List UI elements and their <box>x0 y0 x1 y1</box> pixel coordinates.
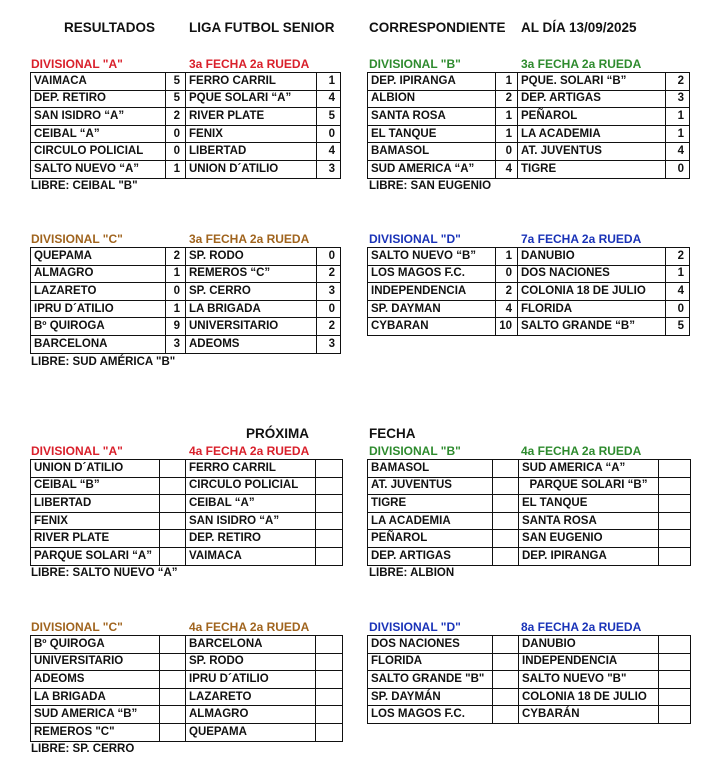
away-score-cell <box>316 547 343 565</box>
home-team: PEÑAROL <box>368 530 493 548</box>
away-score-cell <box>659 653 691 671</box>
home-score-cell <box>160 477 186 495</box>
results-b-fecha: 3a FECHA 2a RUEDA <box>521 57 642 71</box>
home-team: Bº QUIROGA <box>31 318 166 336</box>
away-team: IPRU D´ATILIO <box>186 671 316 689</box>
away-score-cell <box>659 495 691 513</box>
table-row <box>31 653 343 671</box>
table-row <box>368 688 691 706</box>
table-row <box>31 671 343 689</box>
away-score-cell <box>316 512 343 530</box>
home-team: EL TANQUE <box>368 125 496 143</box>
home-team: SANTA ROSA <box>368 108 496 126</box>
next-b-libre: LIBRE: ALBION <box>369 567 455 579</box>
table-row <box>31 460 343 478</box>
home-team: SUD AMERICA “A” <box>368 160 496 178</box>
table-row <box>368 300 690 318</box>
table-row <box>368 90 690 108</box>
home-team: DOS NACIONES <box>368 636 493 654</box>
home-team: SALTO NUEVO “B” <box>368 248 496 266</box>
home-score: 1 <box>496 248 518 266</box>
home-team: IPRU D´ATILIO <box>31 300 166 318</box>
home-score: 1 <box>166 265 186 283</box>
away-team: COLONIA 18 DE JULIO <box>519 688 659 706</box>
table-row <box>368 512 691 530</box>
fecha-label: FECHA <box>369 426 416 441</box>
home-team: SUD AMERICA “B” <box>31 706 160 724</box>
home-score-cell <box>160 636 186 654</box>
results-a-fecha: 3a FECHA 2a RUEDA <box>189 57 310 71</box>
table-row <box>368 706 691 724</box>
away-score: 3 <box>317 335 341 353</box>
results-a-table <box>30 72 341 179</box>
home-team: SALTO NUEVO “A” <box>31 160 166 178</box>
home-score-cell <box>160 671 186 689</box>
table-row <box>31 547 343 565</box>
table-row <box>31 90 341 108</box>
home-team: BAMASOL <box>368 143 496 161</box>
next-b-fecha: 4a FECHA 2a RUEDA <box>521 444 642 458</box>
home-score-cell <box>160 706 186 724</box>
away-team: INDEPENDENCIA <box>519 653 659 671</box>
next-b-table <box>367 459 691 566</box>
table-row <box>368 530 691 548</box>
home-team: ALMAGRO <box>31 265 166 283</box>
away-score-cell <box>659 512 691 530</box>
away-score: 3 <box>317 283 341 301</box>
home-score: 2 <box>496 283 518 301</box>
home-score: 0 <box>166 143 186 161</box>
next-d-table <box>367 635 691 724</box>
table-row <box>31 706 343 724</box>
away-team: RIVER PLATE <box>186 108 317 126</box>
table-row <box>31 265 341 283</box>
home-score-cell <box>493 688 519 706</box>
home-team: UNIVERSITARIO <box>31 653 160 671</box>
home-team: SAN ISIDRO “A” <box>31 108 166 126</box>
home-score: 9 <box>166 318 186 336</box>
home-score: 0 <box>166 125 186 143</box>
away-team: FERRO CARRIL <box>186 460 316 478</box>
home-team: ALBION <box>368 90 496 108</box>
home-team: RIVER PLATE <box>31 530 160 548</box>
home-team: REMEROS "C" <box>31 723 160 741</box>
table-row <box>31 318 341 336</box>
table-row <box>31 283 341 301</box>
home-team: LOS MAGOS F.C. <box>368 265 496 283</box>
home-team: SP. DAYMÁN <box>368 688 493 706</box>
home-team: ADEOMS <box>31 671 160 689</box>
away-team: DANUBIO <box>519 636 659 654</box>
home-score: 4 <box>496 160 518 178</box>
away-team: FLORIDA <box>518 300 666 318</box>
home-score: 5 <box>166 73 186 91</box>
home-team: CEIBAL “B” <box>31 477 160 495</box>
home-score-cell <box>160 460 186 478</box>
home-team: CYBARAN <box>368 318 496 336</box>
table-row <box>368 318 690 336</box>
home-score: 2 <box>496 90 518 108</box>
results-c-fecha: 3a FECHA 2a RUEDA <box>189 232 310 246</box>
home-score-cell <box>493 636 519 654</box>
away-score: 1 <box>317 73 341 91</box>
home-team: DEP. RETIRO <box>31 90 166 108</box>
away-team: BARCELONA <box>186 636 316 654</box>
home-team: Bº QUIROGA <box>31 636 160 654</box>
away-team: CIRCULO POLICIAL <box>186 477 316 495</box>
table-row <box>368 265 690 283</box>
home-team: AT. JUVENTUS <box>368 477 493 495</box>
away-team: DANUBIO <box>518 248 666 266</box>
home-score: 0 <box>166 283 186 301</box>
away-team: SAN ISIDRO “A” <box>186 512 316 530</box>
away-team: DEP. IPIRANGA <box>519 547 659 565</box>
away-team: AT. JUVENTUS <box>518 143 666 161</box>
away-team: ALMAGRO <box>186 706 316 724</box>
away-team: SALTO GRANDE “B” <box>518 318 666 336</box>
table-row <box>368 636 691 654</box>
away-team: DOS NACIONES <box>518 265 666 283</box>
home-team: BARCELONA <box>31 335 166 353</box>
home-team: LOS MAGOS F.C. <box>368 706 493 724</box>
home-score: 4 <box>496 300 518 318</box>
home-team: UNION D´ATILIO <box>31 460 160 478</box>
home-score: 3 <box>166 335 186 353</box>
home-team: SALTO GRANDE "B" <box>368 671 493 689</box>
home-team: FLORIDA <box>368 653 493 671</box>
away-score: 0 <box>666 160 690 178</box>
table-row <box>368 73 690 91</box>
table-row <box>368 477 691 495</box>
away-team: DEP. ARTIGAS <box>518 90 666 108</box>
next-a-fecha: 4a FECHA 2a RUEDA <box>189 444 310 458</box>
table-row <box>368 671 691 689</box>
home-score-cell <box>493 671 519 689</box>
away-score: 4 <box>317 143 341 161</box>
home-score: 2 <box>166 108 186 126</box>
home-score-cell <box>493 512 519 530</box>
home-score: 1 <box>166 300 186 318</box>
home-score-cell <box>493 653 519 671</box>
table-row <box>368 143 690 161</box>
away-team: SALTO NUEVO "B" <box>519 671 659 689</box>
away-team: SUD AMERICA “A” <box>519 460 659 478</box>
home-score-cell <box>493 706 519 724</box>
home-score-cell <box>160 653 186 671</box>
home-score: 1 <box>496 108 518 126</box>
away-score-cell <box>659 547 691 565</box>
away-score: 2 <box>666 248 690 266</box>
away-score-cell <box>316 530 343 548</box>
away-team: LA BRIGADA <box>186 300 317 318</box>
away-score-cell <box>316 653 343 671</box>
away-score: 0 <box>317 248 341 266</box>
results-a-title: DIVISIONAL "A" <box>31 57 123 71</box>
home-score-cell <box>493 530 519 548</box>
results-d-title: DIVISIONAL "D" <box>369 232 461 246</box>
home-score: 5 <box>166 90 186 108</box>
home-team: QUEPAMA <box>31 248 166 266</box>
results-c-title: DIVISIONAL "C" <box>31 232 123 246</box>
table-row <box>31 125 341 143</box>
home-score: 0 <box>496 265 518 283</box>
away-score-cell <box>659 706 691 724</box>
results-heading: RESULTADOS <box>64 20 155 35</box>
away-score-cell <box>316 477 343 495</box>
table-row <box>31 160 341 178</box>
home-score: 0 <box>496 143 518 161</box>
date-label: AL DÍA 13/09/2025 <box>521 20 637 35</box>
home-team: INDEPENDENCIA <box>368 283 496 301</box>
away-score: 4 <box>666 143 690 161</box>
table-row <box>31 335 341 353</box>
away-team: SANTA ROSA <box>519 512 659 530</box>
away-score-cell <box>659 460 691 478</box>
home-score-cell <box>493 547 519 565</box>
home-team: LA ACADEMIA <box>368 512 493 530</box>
table-row <box>31 512 343 530</box>
away-team: LA ACADEMIA <box>518 125 666 143</box>
table-row <box>31 143 341 161</box>
away-team: COLONIA 18 DE JULIO <box>518 283 666 301</box>
away-team: QUEPAMA <box>186 723 316 741</box>
home-team: CIRCULO POLICIAL <box>31 143 166 161</box>
away-score-cell <box>316 723 343 741</box>
next-a-title: DIVISIONAL "A" <box>31 444 123 458</box>
home-team: LAZARETO <box>31 283 166 301</box>
away-score: 5 <box>317 108 341 126</box>
table-row <box>368 460 691 478</box>
results-b-title: DIVISIONAL "B" <box>369 57 461 71</box>
home-score-cell <box>160 512 186 530</box>
table-row <box>31 300 341 318</box>
home-team: TIGRE <box>368 495 493 513</box>
table-row <box>368 248 690 266</box>
away-team: SAN EUGENIO <box>519 530 659 548</box>
home-score-cell <box>160 723 186 741</box>
away-score: 2 <box>666 73 690 91</box>
away-team: FENIX <box>186 125 317 143</box>
table-row <box>368 125 690 143</box>
away-team: SP. RODO <box>186 653 316 671</box>
results-a-libre: LIBRE: CEIBAL "B" <box>31 180 138 192</box>
home-team: CEIBAL “A” <box>31 125 166 143</box>
results-d-fecha: 7a FECHA 2a RUEDA <box>521 232 642 246</box>
results-c-libre: LIBRE: SUD AMÉRICA "B" <box>31 356 176 368</box>
results-c-table <box>30 247 341 354</box>
away-team: LAZARETO <box>186 688 316 706</box>
away-score: 1 <box>666 125 690 143</box>
results-d-table <box>367 247 690 336</box>
table-row <box>31 530 343 548</box>
away-score: 4 <box>666 283 690 301</box>
home-score-cell <box>160 495 186 513</box>
away-team: VAIMACA <box>186 547 316 565</box>
home-team: PARQUE SOLARI “A” <box>31 547 160 565</box>
home-score-cell <box>160 688 186 706</box>
table-row <box>31 723 343 741</box>
results-b-libre: LIBRE: SAN EUGENIO <box>369 180 492 192</box>
away-score: 4 <box>317 90 341 108</box>
away-score-cell <box>659 688 691 706</box>
home-team: BAMASOL <box>368 460 493 478</box>
away-score-cell <box>316 671 343 689</box>
away-score: 2 <box>317 318 341 336</box>
table-row <box>368 495 691 513</box>
home-team: DEP. ARTIGAS <box>368 547 493 565</box>
table-row <box>31 495 343 513</box>
away-team: UNION D´ATILIO <box>186 160 317 178</box>
league-title: LIGA FUTBOL SENIOR <box>189 20 335 35</box>
away-team: SP. CERRO <box>186 283 317 301</box>
home-team: DEP. IPIRANGA <box>368 73 496 91</box>
away-score-cell <box>316 636 343 654</box>
away-team: PQUE. SOLARI “B” <box>518 73 666 91</box>
away-team: TIGRE <box>518 160 666 178</box>
away-team: UNIVERSITARIO <box>186 318 317 336</box>
home-score-cell <box>160 547 186 565</box>
away-score: 1 <box>666 108 690 126</box>
next-b-title: DIVISIONAL "B" <box>369 444 461 458</box>
away-score-cell <box>659 671 691 689</box>
away-team: REMEROS “C” <box>186 265 317 283</box>
home-score-cell <box>493 477 519 495</box>
away-team: CYBARÁN <box>519 706 659 724</box>
away-score-cell <box>316 495 343 513</box>
away-team: ADEOMS <box>186 335 317 353</box>
home-score-cell <box>493 460 519 478</box>
away-score: 0 <box>666 300 690 318</box>
away-score-cell <box>316 460 343 478</box>
table-row <box>31 688 343 706</box>
away-score-cell <box>316 706 343 724</box>
home-score: 10 <box>496 318 518 336</box>
away-score: 5 <box>666 318 690 336</box>
away-score-cell <box>659 477 691 495</box>
table-row <box>368 283 690 301</box>
home-team: VAIMACA <box>31 73 166 91</box>
home-team: FENIX <box>31 512 160 530</box>
next-d-fecha: 8a FECHA 2a RUEDA <box>521 620 642 634</box>
next-c-table <box>30 635 343 742</box>
table-row <box>31 108 341 126</box>
table-row <box>31 477 343 495</box>
away-score: 3 <box>317 160 341 178</box>
home-team: LIBERTAD <box>31 495 160 513</box>
home-score: 2 <box>166 248 186 266</box>
table-row <box>31 248 341 266</box>
correspondiente-label: CORRESPONDIENTE <box>369 20 506 35</box>
next-a-table <box>30 459 343 566</box>
away-score-cell <box>659 636 691 654</box>
home-score-cell <box>160 530 186 548</box>
away-team: LIBERTAD <box>186 143 317 161</box>
away-team: CEIBAL “A” <box>186 495 316 513</box>
away-team: PARQUE SOLARI “B” <box>519 477 659 495</box>
away-team: PEÑAROL <box>518 108 666 126</box>
away-score: 0 <box>317 125 341 143</box>
next-a-libre: LIBRE: SALTO NUEVO “A” <box>31 567 178 579</box>
away-team: SP. RODO <box>186 248 317 266</box>
next-c-fecha: 4a FECHA 2a RUEDA <box>189 620 310 634</box>
home-score: 1 <box>496 73 518 91</box>
proxima-label: PRÓXIMA <box>246 426 310 441</box>
away-team: FERRO CARRIL <box>186 73 317 91</box>
away-score-cell <box>659 530 691 548</box>
next-d-title: DIVISIONAL "D" <box>369 620 461 634</box>
away-score: 1 <box>666 265 690 283</box>
away-team: EL TANQUE <box>519 495 659 513</box>
table-row <box>31 73 341 91</box>
next-c-libre: LIBRE: SP. CERRO <box>31 743 135 755</box>
away-score: 2 <box>317 265 341 283</box>
next-c-title: DIVISIONAL "C" <box>31 620 123 634</box>
home-team: SP. DAYMAN <box>368 300 496 318</box>
home-score: 1 <box>496 125 518 143</box>
away-score: 0 <box>317 300 341 318</box>
table-row <box>31 636 343 654</box>
home-team: LA BRIGADA <box>31 688 160 706</box>
away-score: 3 <box>666 90 690 108</box>
away-team: DEP. RETIRO <box>186 530 316 548</box>
away-team: PQUE SOLARI “A” <box>186 90 317 108</box>
away-score-cell <box>316 688 343 706</box>
results-b-table <box>367 72 690 179</box>
home-score: 1 <box>166 160 186 178</box>
table-row <box>368 653 691 671</box>
table-row <box>368 108 690 126</box>
home-score-cell <box>493 495 519 513</box>
table-row <box>368 547 691 565</box>
table-row <box>368 160 690 178</box>
